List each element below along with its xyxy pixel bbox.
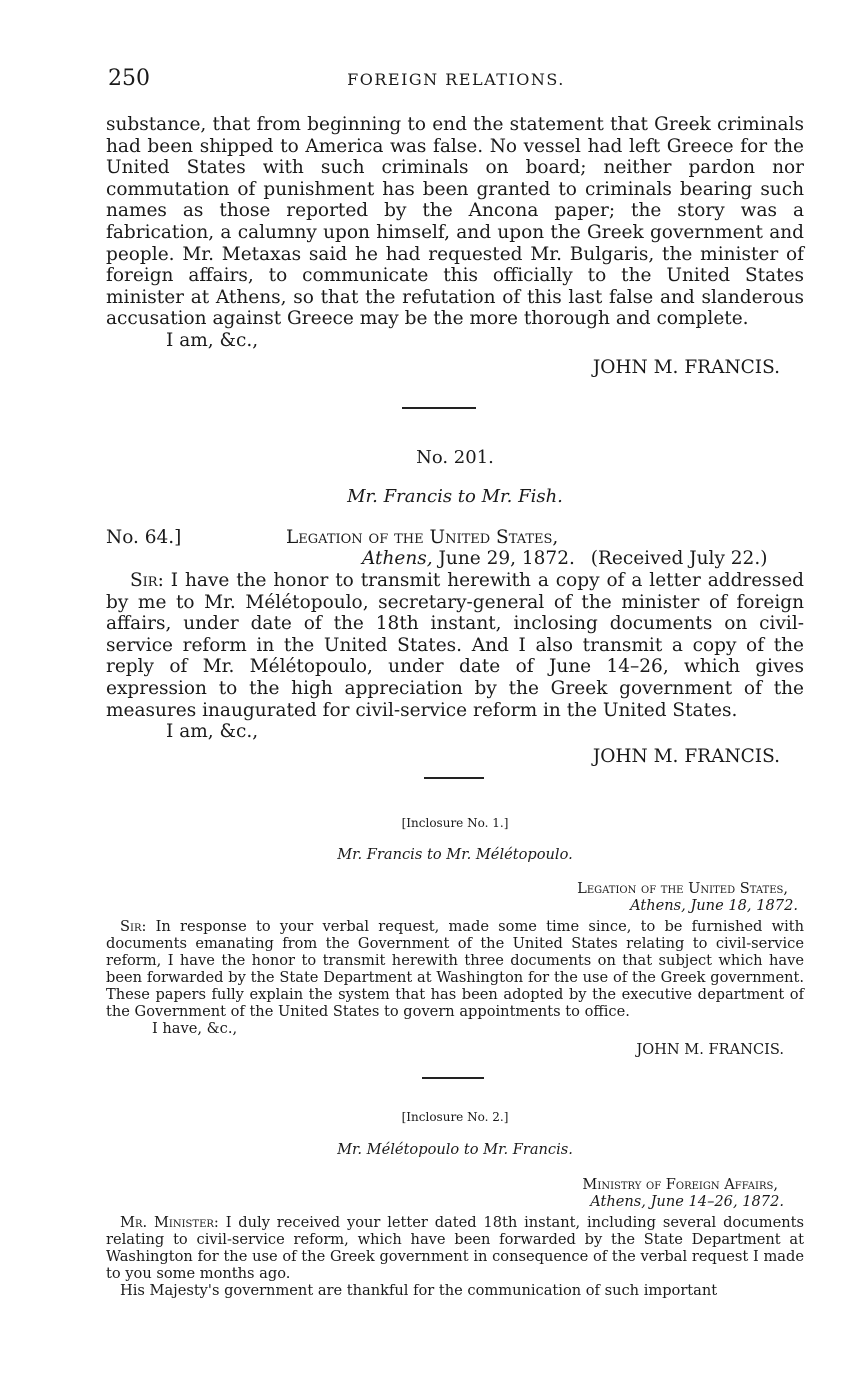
- dateline: [362, 548, 767, 569]
- inclosure1-body: [106, 918, 804, 1020]
- inclosure1-label: [Inclosure No. 1.]: [401, 816, 509, 830]
- received-date: (Received July 22.): [590, 548, 768, 569]
- dateline-place: Athens,: [362, 548, 433, 569]
- inclosure2-dateline: [106, 1193, 784, 1210]
- inclosure1-title: Mr. Francis to Mr. Mélétopoulo.: [337, 846, 573, 863]
- dispatch-number: No. 64.]: [106, 527, 182, 548]
- inclosure1-heading: [106, 880, 798, 914]
- dispatch-dateline: [106, 548, 804, 570]
- continuation-signature: JOHN M. FRANCIS.: [592, 356, 780, 378]
- inclosure1-signature: JOHN M. FRANCIS.: [636, 1041, 784, 1058]
- dispatch-body-text: I have the honor to transmit herewith a copy of a letter addressed by me to Mr. Mélétopoulo, secretary-general of the minister of foreign affairs, under date of the 18th instant, inclosing documents on civil-service reform in the United States. And I also transmit a copy of the reply of Mr. Mélétopoulo, under date of June 14–26, which gives expression to the high appreciation by the Greek government of the measures inaugurated for civil-service reform in the United States.: [106, 570, 804, 721]
- running-title: FOREIGN RELATIONS.: [347, 70, 565, 89]
- inclosure2-label: [Inclosure No. 2.]: [401, 1110, 509, 1124]
- dispatch-header-line: [106, 527, 804, 549]
- inclosure1-body-text: In response to your verbal request, made some time since, to be furnished with documents emanating from the Government of the United States relating to civil-service reform, I have the honor to transmit herewith three documents on that subject which have been forwarded by the State Department at Washington for the use of the Greek government. These papers fully explain the system that has been adopted by the executive department of the Government of the United States to govern appointments to office.: [106, 918, 804, 1020]
- inclosure2-body: [106, 1214, 804, 1282]
- inclosure2-title: Mr. Mélétopoulo to Mr. Francis.: [337, 1141, 573, 1158]
- inclosure2-ministry: Ministry of Foreign Affairs,: [582, 1176, 778, 1193]
- inclosure1-place: Athens,: [630, 897, 686, 914]
- inclosure2-heading: [106, 1176, 784, 1210]
- continuation-section: [106, 114, 804, 378]
- legation-heading: Legation of the United States,: [286, 527, 559, 548]
- page-header: [108, 66, 804, 92]
- inclosure1-body-section: [106, 918, 804, 1058]
- section-divider: [402, 407, 476, 409]
- document-title: Mr. Francis to Mr. Fish.: [347, 486, 563, 507]
- inclosure1-salutation: Sir:: [120, 918, 147, 935]
- section-divider: [422, 1077, 484, 1079]
- inclosure1-date: June 18, 1872.: [690, 897, 798, 914]
- inclosure1-closing: I have, &c.,: [152, 1020, 238, 1037]
- inclosure2-body-section: [106, 1214, 804, 1299]
- dispatch-closing: I am, &c.,: [166, 721, 259, 743]
- dateline-date: June 29, 1872.: [438, 548, 575, 569]
- dispatch-body: [106, 570, 804, 721]
- document-number: No. 201.: [416, 447, 494, 468]
- dispatch-body-section: [106, 570, 804, 767]
- inclosure2-body-text: I duly received your letter dated 18th instant, including several documents relating to civil-service reform, which have been forwarded by the State Department at Washington for the use of the Greek government in consequence of the verbal request I made to you some months ago.: [106, 1214, 804, 1282]
- inclosure1-dateline: [106, 897, 798, 914]
- continuation-paragraph: substance, that from beginning to end the statement that Greek criminals had been shipped to America was false. No vessel had left Greece for the United States with such criminals on board; neither pardon nor commutation of punishment has been granted to criminals bearing such names as those reported by the Ancona paper; the story was a fabrication, a calumny upon himself, and upon the Greek government and people. Mr. Metaxas said he had requested Mr. Bulgaris, the minister of foreign affairs, to communicate this officially to the United States minister at Athens, so that the refutation of this last false and slanderous accusation against Greece may be the more thorough and complete.: [106, 114, 804, 330]
- section-divider: [424, 777, 484, 779]
- inclosure2-date: June 14–26, 1872.: [650, 1193, 784, 1210]
- salutation: Sir:: [130, 570, 164, 591]
- dispatch-signature: JOHN M. FRANCIS.: [592, 745, 780, 767]
- inclosure1-legation: Legation of the United States,: [577, 880, 788, 897]
- inclosure2-place: Athens,: [590, 1193, 646, 1210]
- continuation-closing: I am, &c.,: [166, 329, 259, 351]
- inclosure2-body-continued: His Majesty's government are thankful for the communication of such important: [120, 1282, 718, 1299]
- inclosure2-salutation: Mr. Minister:: [120, 1214, 219, 1231]
- page-number: 250: [108, 66, 150, 91]
